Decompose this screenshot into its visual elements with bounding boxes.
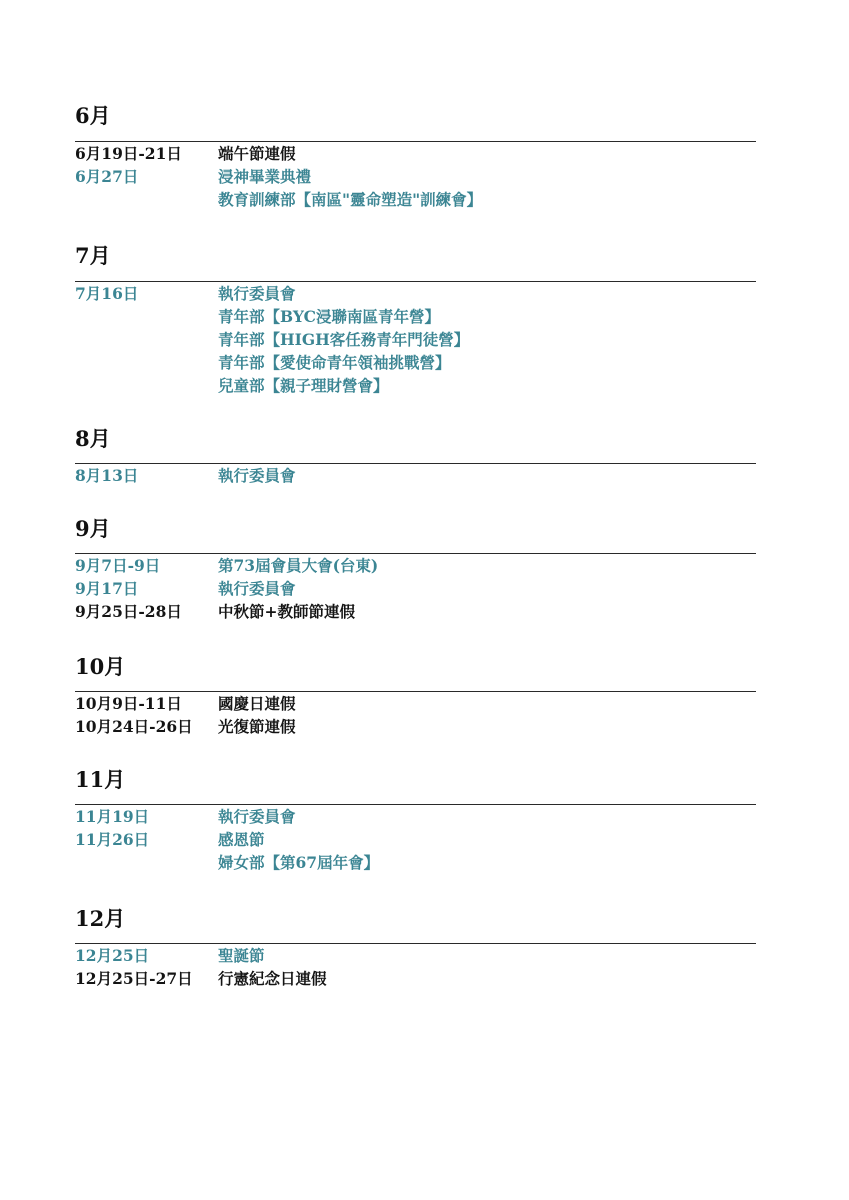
event-name: 青年部【HIGH客任務青年門徒營】 xyxy=(218,330,470,349)
event-row xyxy=(75,600,756,623)
event-date: 7月16日 xyxy=(75,284,139,303)
event-row xyxy=(75,142,756,165)
event-date xyxy=(75,851,218,874)
event-name: 聖誕節 xyxy=(218,946,265,965)
event-row xyxy=(75,305,756,328)
event-row xyxy=(75,328,756,351)
event-name: 浸神畢業典禮 xyxy=(218,167,312,186)
event-row xyxy=(75,805,756,828)
event-date xyxy=(75,351,218,374)
event-row xyxy=(75,374,756,397)
event-row xyxy=(75,828,756,851)
month-heading: 8月 xyxy=(75,426,111,451)
event-name: 行憲紀念日連假 xyxy=(218,969,327,988)
event-row xyxy=(75,165,756,188)
month-section-december xyxy=(75,904,756,990)
event-date xyxy=(75,328,218,351)
month-section-august xyxy=(75,424,756,487)
event-name: 執行委員會 xyxy=(218,466,296,485)
event-name: 感恩節 xyxy=(218,830,265,849)
event-row xyxy=(75,188,756,211)
event-date: 8月13日 xyxy=(75,466,139,485)
event-name: 光復節連假 xyxy=(218,717,296,736)
month-section-september xyxy=(75,514,756,623)
event-name: 中秋節+教師節連假 xyxy=(218,602,355,621)
event-row xyxy=(75,692,756,715)
event-name: 端午節連假 xyxy=(218,144,296,163)
event-name: 青年部【愛使命青年領袖挑戰營】 xyxy=(218,353,451,372)
event-name: 執行委員會 xyxy=(218,807,296,826)
month-heading: 9月 xyxy=(75,516,111,541)
event-name: 教育訓練部【南區"靈命塑造"訓練會】 xyxy=(218,190,483,209)
month-section-june xyxy=(75,101,756,211)
event-date: 10月24日-26日 xyxy=(75,717,193,736)
event-name: 國慶日連假 xyxy=(218,694,296,713)
event-name: 執行委員會 xyxy=(218,579,296,598)
event-date: 10月9日-11日 xyxy=(75,694,182,713)
event-date: 6月19日-21日 xyxy=(75,144,182,163)
event-row xyxy=(75,851,756,874)
month-heading: 6月 xyxy=(75,103,111,128)
event-row xyxy=(75,554,756,577)
month-heading: 11月 xyxy=(75,767,126,792)
event-date: 11月19日 xyxy=(75,807,150,826)
event-name: 婦女部【第67屆年會】 xyxy=(218,853,380,872)
event-row xyxy=(75,282,756,305)
month-heading: 12月 xyxy=(75,906,126,931)
event-date: 6月27日 xyxy=(75,167,139,186)
event-row xyxy=(75,944,756,967)
month-section-july xyxy=(75,241,756,397)
event-date: 9月17日 xyxy=(75,579,139,598)
month-heading: 10月 xyxy=(75,654,126,679)
event-date: 9月25日-28日 xyxy=(75,602,182,621)
event-name: 青年部【BYC浸聯南區青年營】 xyxy=(218,307,440,326)
event-row xyxy=(75,577,756,600)
event-name: 執行委員會 xyxy=(218,284,296,303)
month-section-october xyxy=(75,652,756,738)
month-heading: 7月 xyxy=(75,243,111,268)
month-section-november xyxy=(75,765,756,874)
event-name: 第73屆會員大會(台東) xyxy=(218,556,379,575)
event-date: 12月25日-27日 xyxy=(75,969,193,988)
event-date: 12月25日 xyxy=(75,946,150,965)
event-name: 兒童部【親子理財營會】 xyxy=(218,376,389,395)
event-date: 11月26日 xyxy=(75,830,150,849)
event-date xyxy=(75,305,218,328)
event-row xyxy=(75,351,756,374)
event-row xyxy=(75,464,756,487)
event-date xyxy=(75,188,218,211)
event-date xyxy=(75,374,218,397)
event-row xyxy=(75,967,756,990)
event-date: 9月7日-9日 xyxy=(75,556,161,575)
event-row xyxy=(75,715,756,738)
